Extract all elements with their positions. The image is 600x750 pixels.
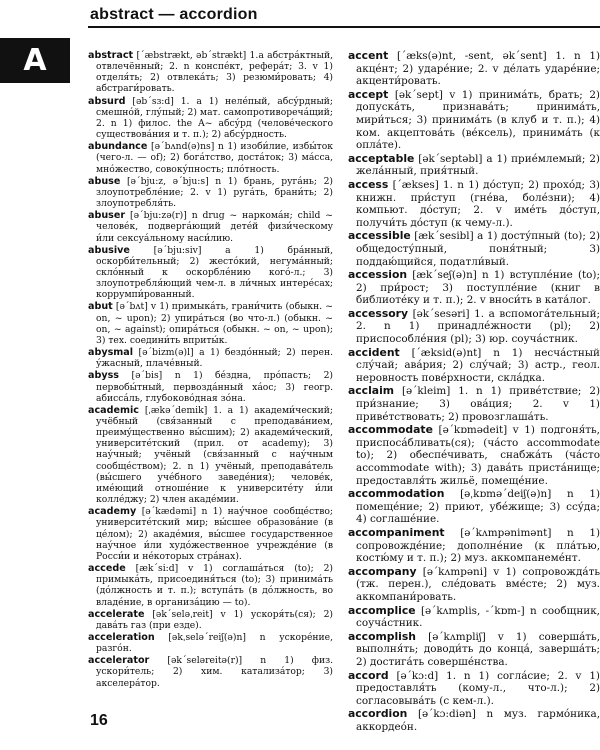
entry-headword: abysmal [88, 347, 134, 359]
entry-body: [əkˌselə´reiʃ(ə)n] n ускорéние, разгóн. [96, 631, 333, 655]
entry-body: [ə´bju:siv] a 1) брáнный, оскорби́тельный; 2) жестóкий, негумáнный; склóнный к оскорблéнию когó-л.; 3) злоупотребля́ющий чем-л. в ли́чных интерéсах; коррумпи́рованный. [96, 244, 333, 301]
entry-body: [ə´kædəmi] n 1) нау́чное сообщéство; университéтский мир; вы́сшее образовáние (в цéлом); 2) акадéмия, вы́сшее государственное нау́чное и́ли худóжественное учреждéние (в Росси́и и нéкоторых стрáнах). [96, 506, 333, 562]
entry-headword: accompany [348, 564, 417, 578]
entry-body: [ə´bizm(ə)l] a 1) бездóнный; 2) перен. у́жасный, плачéвный. [96, 347, 333, 370]
entry-headword: accelerate [88, 608, 145, 620]
entry-headword: accessible [348, 229, 411, 243]
header-divider [88, 26, 600, 28]
entry-body: [ə´kɔ:diən] n муз. гармóника, аккордеóн. [356, 708, 600, 733]
entry-body: [ə´bju:zə(r)] n drug ~ наркомáн; child ~ человéк, подвергáющий детéй физи́ческому и́ли сексуáльному наси́лию. [96, 210, 333, 244]
dictionary-entry [348, 308, 600, 346]
entry-body: [ək´seləˌreit] v 1) ускоря́ть(ся); 2) давáть газ (при езде). [96, 608, 333, 631]
entry-headword: accelerator [88, 655, 150, 667]
dictionary-entry [88, 301, 333, 346]
entry-headword: acceptable [348, 151, 415, 165]
entry-body: [´æks(ə)nt, -sent, ək´sent] 1. n 1) акцéнт; 2) ударéние; 2. v дéлать ударéние; акценти́ровать. [356, 50, 600, 88]
entry-headword: accompaniment [348, 525, 445, 539]
entry-headword: accommodation [348, 487, 445, 501]
dictionary-entry [348, 631, 600, 669]
entry-headword: accordion [348, 707, 408, 721]
dictionary-entry [88, 370, 333, 403]
entry-body: [ək´sesəri] 1. a вспомогáтельный; 2. n 1) принадлéжности (pl); 2) приспособлéния (pl); 3) юр. соучáстник. [356, 307, 600, 346]
entry-headword: accede [88, 563, 126, 575]
entry-headword: abuse [88, 175, 121, 187]
dictionary-entry [348, 347, 600, 385]
entry-headword: abuser [88, 210, 126, 222]
entry-headword: accept [348, 87, 389, 101]
entry-body: [ə´kɔ:d] 1. n 1) соглáсие; 2. v 1) предоставля́ть (кому-л., что-л.); 2) согласовывáть (с кем-л.). [356, 669, 600, 707]
entry-body: [´ækses] 1. n 1) дóступ; 2) прохóд; 3) книжн. при́ступ (гнéва, болéзни); 4) компьют. дóступ; 2. v имéть дóступ, получи́ть дóступ (к чему-л.). [356, 178, 600, 229]
entry-body: [ək´septəbl] a 1) приéмлемый; 2) желáнный, прия́тный. [356, 152, 600, 178]
dictionary-entry [348, 527, 600, 565]
entry-body: [æk´seʃ(ə)n] n 1) вступлéние (to); 2) при́рост; 3) поступлéние (книг в библиотéку и т. п.); 2. v вноси́ть в катáлог. [356, 269, 600, 307]
entry-headword: accord [348, 668, 389, 682]
section-letter: A [23, 43, 47, 78]
entry-headword: absurd [88, 95, 126, 107]
entry-body: [ə´kʌmplis, -´kɒm-] n сообщник, соучáстник. [356, 604, 600, 630]
dictionary-entry [88, 563, 333, 608]
entry-body: [ə´kleim] 1. n 1) привéтствие; 2) при́знание; 3) овáция; 2. v 1) привéтствовать; 2) провозглашáть. [356, 385, 600, 423]
left-column [88, 50, 333, 705]
dictionary-entry [88, 632, 333, 654]
dictionary-entry [348, 153, 600, 178]
entry-body: [ə´kɒmədeit] v 1) подгоня́ть, приспосáбливать(ся); (чáсто accommodate to); 2) обеспéчивать, снабжáть (чáсто accommodate with); 3) давáть пристáнище; предоставля́ть жильё, помещéние. [356, 424, 600, 487]
dictionary-entry [348, 230, 600, 268]
dictionary-entry [88, 347, 333, 369]
entry-headword: acclaim [348, 384, 395, 398]
entry-body: [ək´sept] v 1) принимáть, брать; 2) допускáть, признавáть; принимáть, мири́ться; 3) принимáть (в клуб и т. п.); 4) ком. акцептовáть (вéксель), принимáть (к оплáте). [356, 88, 600, 152]
entry-headword: acceleration [88, 631, 155, 643]
entry-headword: abyss [88, 370, 120, 382]
dictionary-entry [88, 506, 333, 562]
entry-headword: accomplice [348, 603, 416, 617]
dictionary-entry [348, 179, 600, 229]
dictionary-entry [88, 245, 333, 301]
dictionary-entry [348, 89, 600, 152]
dictionary-entry [348, 708, 600, 733]
entry-headword: abstract [88, 50, 134, 61]
entry-headword: access [348, 177, 389, 191]
running-head: abstract — accordion [90, 6, 258, 23]
dictionary-entry [348, 488, 600, 526]
entry-body: [´æksid(ə)nt] n 1) несчáстный слу́чай; авáрия; 2) слу́чай; 3) астр., геол. неровность повéрхности, склáдка. [356, 346, 600, 384]
entry-body: [əb´sɜ:d] 1. a 1) нелéпый, абсу́рдный; смешнóй, глу́пый; 2) мат. самопротиворечáщий; 2. n 1) филос. the A~ абсу́рд (человéческого существовáния и т. п.); 2) абсу́рдность. [96, 95, 333, 141]
dictionary-entry [88, 50, 333, 95]
dictionary-entry [348, 424, 600, 487]
dictionary-entry [348, 385, 600, 423]
entry-body: [ək´seləreitə(r)] n 1) физ. ускори́тель; 2) хим. катализáтор; 3) акселерáтор. [96, 655, 333, 689]
entry-body: [ˌækə´demik] 1. a 1) академи́ческий; учёбный (свя́занный с преподавáнием, преимýщественно вы́сшим); 2) академи́ческий, университéтский (прил. от academy); 3) нау́чный; учёный (свя́занный с нау́чным сообщéством); 2. n 1) учёный, преподавáтель (вы́сшего учéбного заведéния); человéк, имéющий отношéние к университéту и́ли коллéджу; 2) член акадéмии. [96, 404, 333, 506]
entry-headword: accomplish [348, 629, 416, 643]
entry-headword: abusive [88, 244, 130, 256]
entry-headword: academic [88, 404, 139, 416]
dictionary-entry [88, 655, 333, 688]
entry-headword: accent [348, 50, 389, 62]
entry-headword: abundance [88, 141, 148, 153]
dictionary-entry [348, 50, 600, 88]
dictionary-entry [88, 405, 333, 505]
dictionary-entry [88, 176, 333, 209]
entry-headword: abut [88, 301, 113, 313]
entry-body: [ə´kʌmpliʃ] v 1) совершáть, выполня́ть; доводи́ть до концá, завершáть; 2) достигáть совершéнства. [356, 630, 600, 668]
dictionary-entry [348, 605, 600, 630]
dictionary-entry [88, 141, 333, 174]
entry-headword: accession [348, 268, 408, 282]
entry-body: [æk´si:d] v 1) соглашáться (to); 2) примыкáть, присоединя́ться (to); 3) принимáть (дóлжность и т. п.); вступáть (в дóлжность, во владéние, в организáцию — to). [96, 563, 333, 608]
entry-body: [ə´bju:z, ə´bju:s] n 1) брань, ругáнь; 2) злоупотреблéние; 2. v 1) ругáть, брани́ть; 2) злоупотребля́ть. [96, 175, 333, 210]
dictionary-entry [88, 96, 333, 141]
entry-body: [ə´bis] n 1) бéздна, прóпасть; 2) первобы́тный, первозда́нный хáос; 3) геогр. абиссáль, глубоковóдная зóна. [96, 370, 333, 404]
entry-headword: accident [348, 345, 400, 359]
entry-headword: accommodate [348, 423, 433, 437]
dictionary-entry [348, 670, 600, 708]
entry-body: [ə´bʌt] v 1) примыкáть, грани́чить (обыкн. ~ on, ~ upon); 2) упирáться (во что-л.) (обыкн. ~ on, ~ against); опирáться (обыкн. ~ on, ~ upon); 3) тех. соедини́ть вприты́к. [96, 301, 333, 346]
entry-body: [ə´bʌnd(ə)ns] n 1) изоби́лие, избы́ток (чего-л. — of); 2) богáтство, достáток; 3) мáсса, мнóжество, совоку́пность; плóтность. [96, 141, 333, 175]
section-letter-tab [0, 38, 70, 83]
right-column [348, 50, 600, 745]
entry-headword: accessory [348, 306, 409, 320]
entry-body: [æk´sesibl] a 1) досту́пный (to); 2) общедосту́пный, поня́тный; 3) поддаю́щийся, податли́вый. [356, 230, 600, 268]
entry-body: [ə´kʌmpənimənt] n 1) сопровождéние; дополнéние (к плáтью, костю́му и т. п.); 2) муз. аккомпанемéнт. [356, 526, 600, 565]
entry-body: [əˌkɒmə´deiʃ(ə)n] n 1) помещéние; 2) приют, убéжище; 3) ссу́да; 4) соглашéние. [356, 488, 600, 526]
entry-body: [´æbstrækt, əb´strækt] 1.a абстрáктный, отвлечённый; 2. n конспéкт, реферáт; 3. v 1) отделя́ть; 2) отвлекáть; 3) резюми́ровать; 4) абстраги́ровать. [96, 50, 333, 95]
entry-headword: academy [88, 506, 137, 518]
dictionary-entry [88, 609, 333, 631]
dictionary-entry [88, 210, 333, 243]
entry-body: [ə´kʌmpəni] v 1) сопровождáть (тж. перен.), слéдовать вмéсте; 2) муз. аккомпани́ровать. [356, 565, 600, 603]
dictionary-entry [348, 269, 600, 307]
page-number: 16 [90, 712, 108, 729]
dictionary-entry [348, 566, 600, 604]
